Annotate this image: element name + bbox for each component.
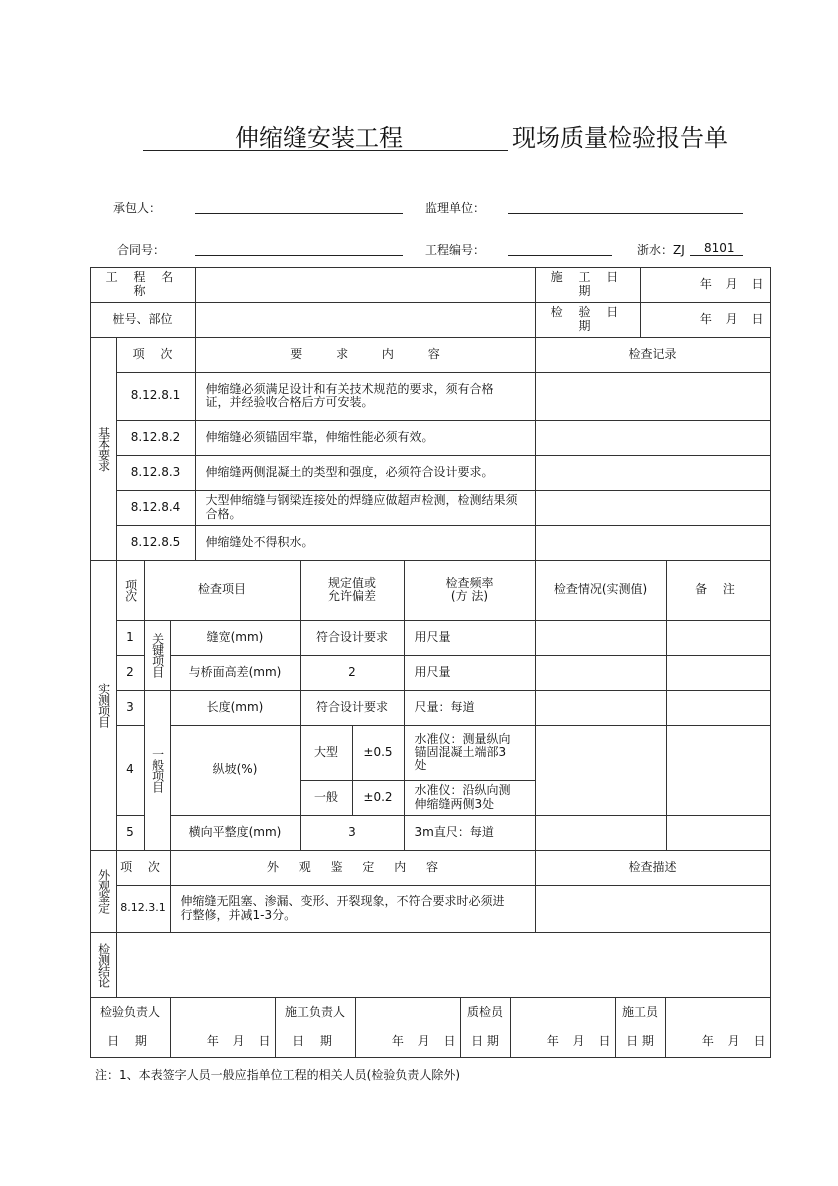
appearance-code: 8.12.3.1 — [116, 885, 171, 933]
date-label: 日 期 — [626, 1034, 654, 1049]
measured-item: 与桥面高差(mm) — [170, 655, 301, 691]
project-title: 伸缩缝安装工程 — [235, 124, 403, 152]
basic-text: 伸缩缝必须锚固牢靠，伸缩性能必须有效。 — [195, 420, 536, 456]
measured-col-result: 检查情况(实测值) — [535, 560, 667, 621]
code-label: 浙水：ZJ — [637, 243, 685, 257]
basic-code: 8.12.8.5 — [116, 525, 196, 561]
appearance-desc-field[interactable] — [535, 885, 771, 933]
basic-col-content: 要 求 内 容 — [195, 337, 536, 373]
supervisor-label: 监理单位： — [425, 201, 486, 215]
appearance-side-label: 外观鉴定 — [90, 850, 117, 933]
measured-result-field[interactable] — [535, 725, 667, 816]
measured-no: 5 — [116, 815, 145, 851]
date-label: 日 期 — [471, 1034, 499, 1049]
measured-spec: 3 — [300, 815, 405, 851]
inspection-date-label: 检 验 日 期 — [535, 302, 641, 338]
basic-record-field[interactable] — [535, 455, 771, 491]
slope-spec: ±0.5 — [352, 725, 405, 781]
slope-spec: ±0.2 — [352, 780, 405, 816]
measured-col-freq: 检查频率 (方 法) — [404, 560, 536, 621]
measured-method: 尺量：每道 — [404, 690, 536, 726]
ymd: 年 月 日 — [546, 1034, 611, 1049]
slope-type: 大型 — [300, 725, 353, 781]
basic-side-label: 基本要求 — [90, 337, 117, 561]
measured-method: 水准仪：沿纵向测伸缩缝两侧3处 — [404, 780, 536, 816]
measured-result-field[interactable] — [535, 815, 667, 851]
measured-spec: 符合设计要求 — [300, 620, 405, 656]
slope-type: 一般 — [300, 780, 353, 816]
worker-label: 施工员 — [621, 1004, 658, 1019]
basic-code: 8.12.8.3 — [116, 455, 196, 491]
basic-code: 8.12.8.4 — [116, 490, 196, 526]
code-value: 8101 — [704, 241, 735, 255]
measured-result-field[interactable] — [535, 655, 667, 691]
measured-note-field[interactable] — [666, 690, 771, 726]
project-no-label: 工程编号： — [425, 243, 486, 257]
key-group-label: 关键项目 — [144, 620, 171, 691]
measured-spec: 2 — [300, 655, 405, 691]
measured-item: 缝宽(mm) — [170, 620, 301, 656]
measured-no: 2 — [116, 655, 145, 691]
basic-record-field[interactable] — [535, 420, 771, 456]
measured-note-field[interactable] — [666, 620, 771, 656]
conclusion-side-label: 检测结论 — [90, 932, 117, 998]
basic-text: 伸缩缝两侧混凝土的类型和强度，必须符合设计要求。 — [195, 455, 536, 491]
ymd: 年 月 日 — [701, 1034, 766, 1049]
measured-result-field[interactable] — [535, 690, 667, 726]
measured-item: 横向平整度(mm) — [170, 815, 301, 851]
qc-sign-field[interactable] — [510, 997, 616, 1058]
measured-item: 纵坡(%) — [170, 725, 301, 816]
construction-lead-sign-field[interactable] — [355, 997, 461, 1058]
worker-sign-field[interactable] — [665, 997, 771, 1058]
measured-side-label: 实测项目 — [90, 560, 117, 851]
contractor-label: 承包人： — [113, 201, 162, 215]
measured-note-field[interactable] — [666, 655, 771, 691]
measured-method: 水准仪：测量纵向锚固混凝土端部3处 — [404, 725, 536, 781]
basic-col-record: 检查记录 — [535, 337, 771, 373]
construction-lead-cell — [275, 997, 356, 1058]
basic-text: 伸缩缝必须满足设计和有关技术规范的要求，须有合格证，并经验收合格后方可安装。 — [195, 372, 536, 421]
measured-method: 用尺量 — [404, 655, 536, 691]
measured-note-field[interactable] — [666, 725, 771, 816]
code-underline — [690, 255, 743, 256]
basic-code: 8.12.8.2 — [116, 420, 196, 456]
report-title: 现场质量检验报告单 — [512, 124, 728, 152]
supervisor-field[interactable] — [508, 213, 743, 214]
measured-no: 4 — [116, 725, 145, 816]
project-name-label: 工 程 名 称 — [90, 267, 196, 303]
qc-label: 质检员 — [466, 1004, 503, 1019]
contract-no-field[interactable] — [195, 255, 403, 256]
measured-no: 1 — [116, 620, 145, 656]
date-label: 日 期 — [292, 1034, 338, 1049]
inspector-label: 检验负责人 — [99, 1004, 160, 1019]
measured-col-no: 项次 — [116, 560, 145, 621]
date-label: 日 期 — [107, 1034, 153, 1049]
inspector-sign-field[interactable] — [170, 997, 276, 1058]
appearance-col-desc: 检查描述 — [535, 850, 771, 886]
measured-note-field[interactable] — [666, 815, 771, 851]
qc-cell — [460, 997, 511, 1058]
station-label: 桩号、部位 — [90, 302, 196, 338]
appearance-col-content: 外 观 鉴 定 内 容 — [170, 850, 536, 886]
project-name-field[interactable] — [195, 267, 536, 303]
basic-record-field[interactable] — [535, 372, 771, 421]
contractor-field[interactable] — [195, 213, 403, 214]
measured-col-note: 备 注 — [666, 560, 771, 621]
contract-no-label: 合同号： — [117, 243, 166, 257]
measured-item: 长度(mm) — [170, 690, 301, 726]
construction-date-label: 施 工 日 期 — [535, 267, 641, 303]
basic-text: 大型伸缩缝与钢梁连接处的焊缝应做超声检测，检测结果须合格。 — [195, 490, 536, 526]
title-underline — [143, 150, 508, 151]
worker-cell — [615, 997, 666, 1058]
basic-col-item: 项 次 — [116, 337, 196, 373]
inspector-cell — [90, 997, 171, 1058]
appearance-col-item: 项 次 — [116, 850, 171, 886]
station-field[interactable] — [195, 302, 536, 338]
measured-method: 3m直尺：每道 — [404, 815, 536, 851]
basic-text: 伸缩缝处不得积水。 — [195, 525, 536, 561]
measured-result-field[interactable] — [535, 620, 667, 656]
inspection-date-field[interactable]: 年 月 日 — [640, 302, 771, 338]
basic-record-field[interactable] — [535, 490, 771, 526]
ymd: 年 月 日 — [206, 1034, 271, 1049]
basic-record-field[interactable] — [535, 525, 771, 561]
measured-method: 用尺量 — [404, 620, 536, 656]
footnote: 注：1、本表签字人员一般应指单位工程的相关人员(检验负责人除外) — [95, 1068, 461, 1082]
construction-lead-label: 施工负责人 — [284, 1004, 345, 1019]
measured-col-item: 检查项目 — [144, 560, 301, 621]
project-no-field[interactable] — [508, 255, 612, 256]
conclusion-field[interactable] — [116, 932, 771, 998]
measured-no: 3 — [116, 690, 145, 726]
construction-date-field[interactable]: 年 月 日 — [640, 267, 771, 303]
measured-spec: 符合设计要求 — [300, 690, 405, 726]
measured-col-spec: 规定值或允许偏差 — [300, 560, 405, 621]
general-group-label: 一般项目 — [144, 690, 171, 851]
ymd: 年 月 日 — [391, 1034, 456, 1049]
basic-code: 8.12.8.1 — [116, 372, 196, 421]
appearance-text: 伸缩缝无阻塞、渗漏、变形、开裂现象，不符合要求时必须进行整修，并减1-3分。 — [170, 885, 536, 933]
